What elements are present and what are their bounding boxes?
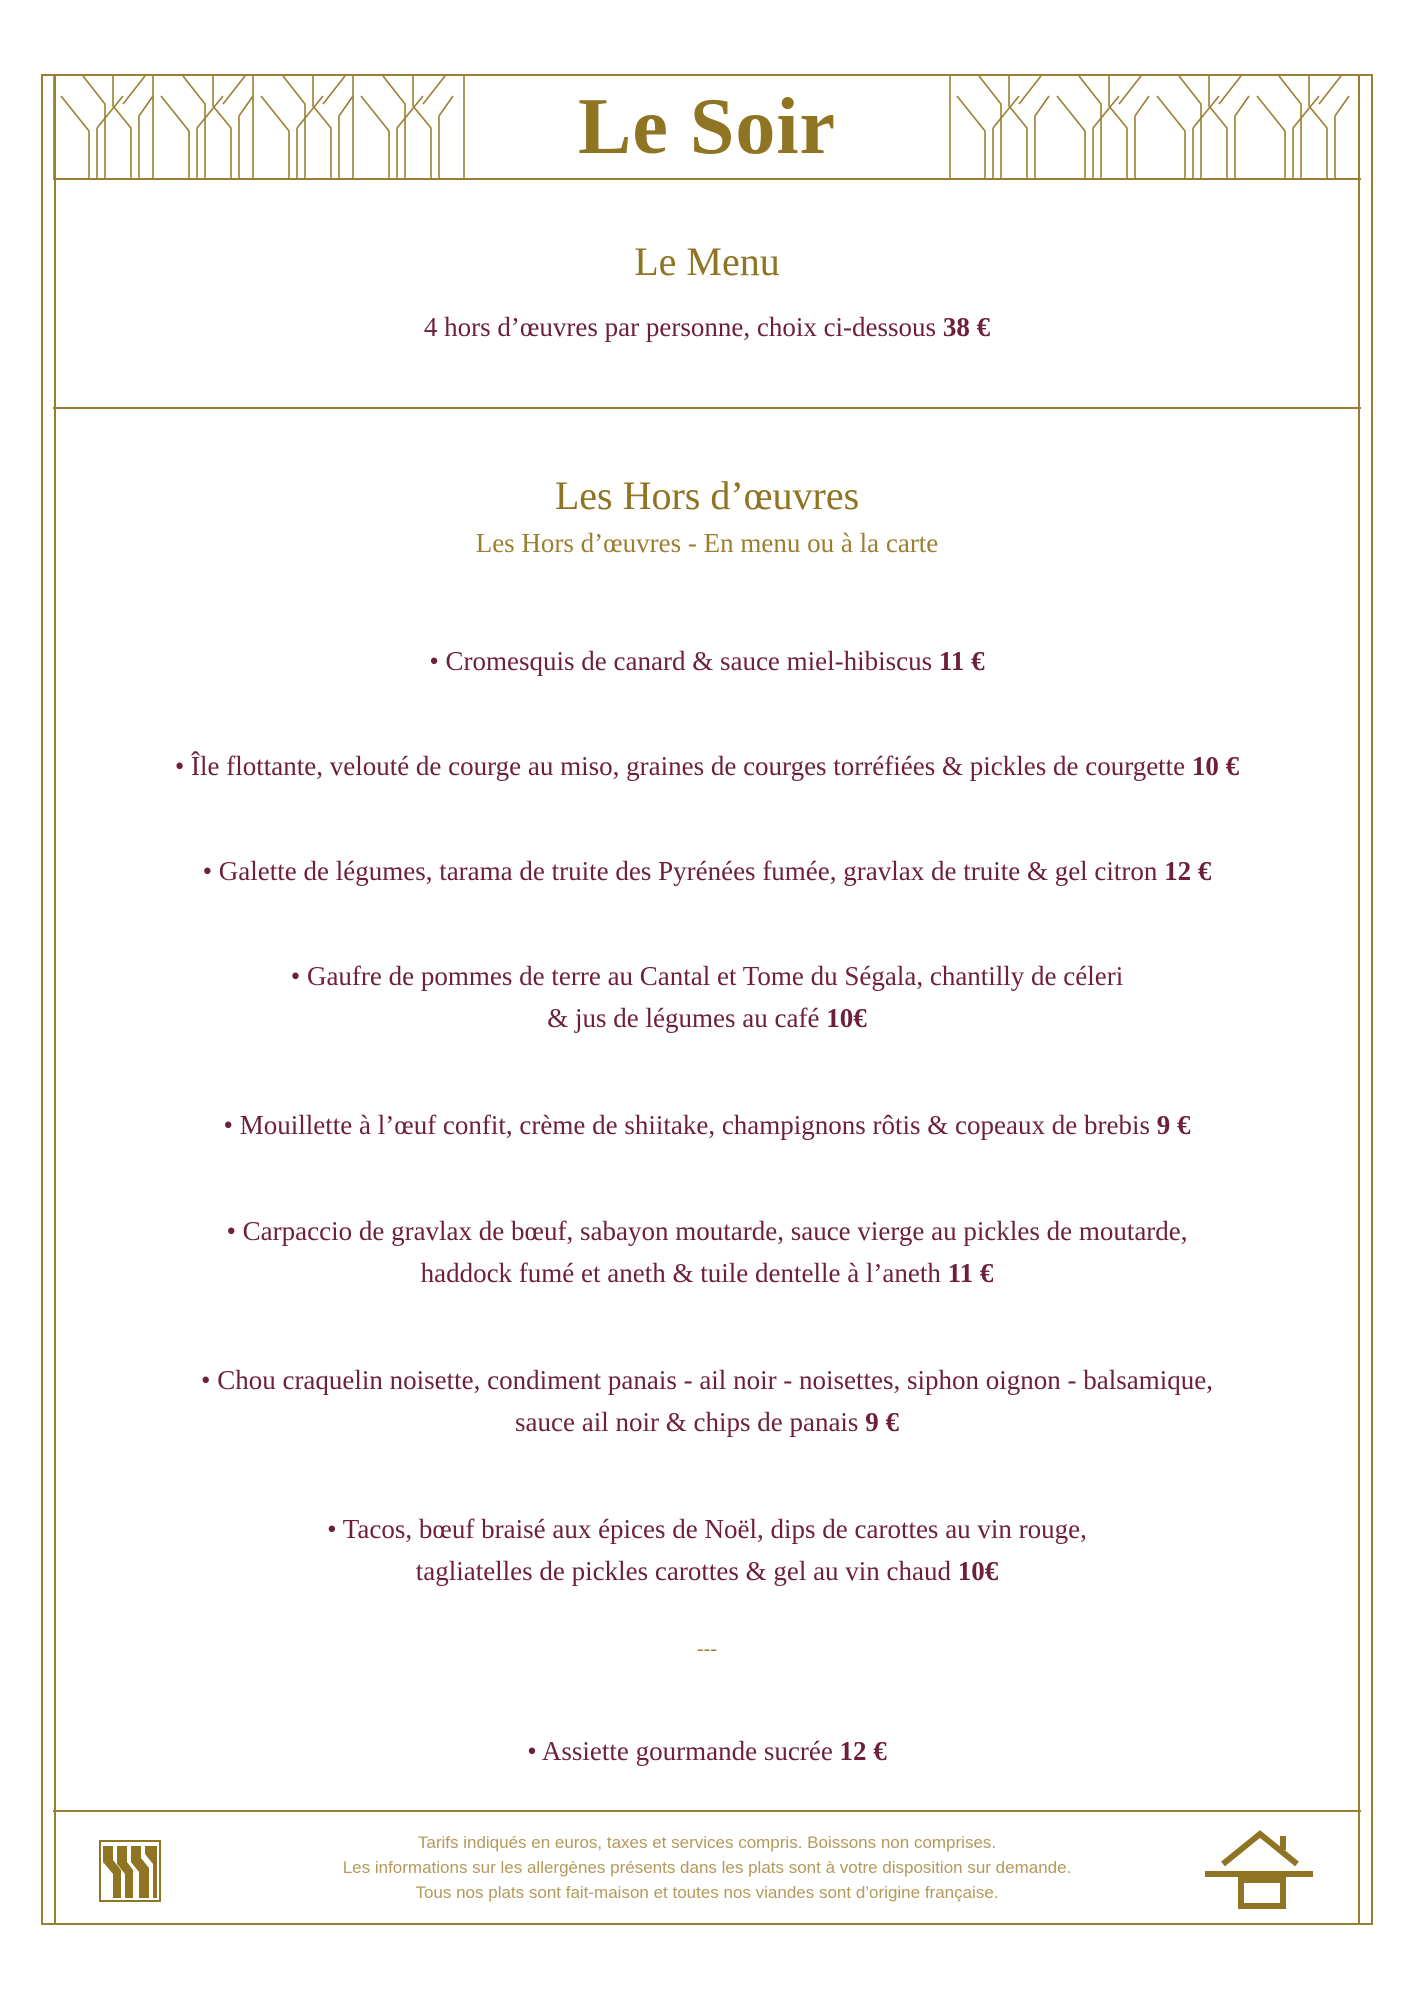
section-separator: ---: [697, 1638, 717, 1660]
footer-line-1: Tarifs indiqués en euros, taxes et services compris. Boissons non comprises.: [417, 1833, 997, 1852]
item-text: haddock fumé et aneth & tuile dentelle à l’aneth: [420, 1258, 941, 1288]
item-price: 9 €: [1156, 1110, 1191, 1140]
footer-line-3: Tous nos plats sont fait-maison et toutes nos viandes sont d’origine française.: [415, 1883, 999, 1902]
hors-subtitle: Les Hors d’œuvres - En menu ou à la carte: [475, 528, 939, 558]
item-text: • Cromesquis de canard & sauce miel-hibiscus: [429, 646, 933, 676]
item-text: sauce ail noir & chips de panais: [515, 1407, 859, 1437]
item-text-line2: [0, 1550, 1414, 1592]
menu-price: 38 €: [942, 312, 991, 342]
item-price: 11 €: [947, 1258, 994, 1288]
item-text: • Galette de légumes, tarama de truite des Pyrénées fumée, gravlax de truite & gel citron: [202, 856, 1158, 886]
item-price: 10 €: [1191, 751, 1240, 781]
item-text: • Chou craquelin noisette, condiment panais - ail noir - noisettes, siphon oignon - balsamique,: [201, 1365, 1213, 1395]
item-price: 12 €: [1164, 856, 1212, 886]
item-text: • Île flottante, velouté de courge au miso, graines de courges torréfiées & pickles de courgette: [174, 751, 1186, 781]
item-price: 11 €: [938, 646, 985, 676]
menu-description: [0, 306, 1414, 348]
list-item: [0, 640, 1414, 682]
item-text-line2: [0, 1252, 1414, 1294]
list-item: [0, 745, 1414, 787]
menu-description-text: 4 hors d’œuvres par personne, choix ci-dessous: [423, 312, 937, 342]
item-price: 10€: [957, 1556, 999, 1586]
item-price: 10€: [826, 1003, 867, 1033]
item-text: • Mouillette à l’œuf confit, crème de shiitake, champignons rôtis & copeaux de brebis: [223, 1110, 1150, 1140]
menu-heading: Le Menu: [634, 239, 780, 284]
list-item: [0, 1210, 1414, 1294]
item-text: tagliatelles de pickles carottes & gel au vin chaud: [415, 1556, 952, 1586]
item-text: • Tacos, bœuf braisé aux épices de Noël, dips de carottes au vin rouge,: [327, 1514, 1087, 1544]
list-item: [0, 1104, 1414, 1146]
footer-divider: [53, 1810, 1361, 1812]
item-text: • Carpaccio de gravlax de bœuf, sabayon moutarde, sauce vierge au pickles de moutarde,: [226, 1216, 1188, 1246]
item-text-line2: [0, 997, 1414, 1039]
item-price: 9 €: [865, 1407, 899, 1437]
list-item: [0, 1508, 1414, 1592]
item-text: • Gaufre de pommes de terre au Cantal et Tome du Ségala, chantilly de céleri: [290, 961, 1124, 991]
item-price: 12 €: [839, 1736, 887, 1766]
item-text-line2: [0, 1401, 1414, 1443]
house-logo-icon: [1205, 1828, 1315, 1910]
item-text: • Assiette gourmande sucrée: [527, 1736, 833, 1766]
dessert-item: [0, 1730, 1414, 1772]
footer-line-2: Les informations sur les allergènes présents dans les plats sont à votre disposition sur demande.: [342, 1858, 1072, 1877]
list-item: [0, 1359, 1414, 1443]
page-title: Le Soir: [577, 83, 837, 171]
menu-divider: [53, 407, 1361, 409]
item-text: & jus de légumes au café: [547, 1003, 820, 1033]
monogram-logo-icon: [99, 1840, 161, 1902]
list-item: [0, 955, 1414, 1039]
hors-heading: Les Hors d’œuvres: [554, 473, 860, 518]
list-item: [0, 850, 1414, 892]
